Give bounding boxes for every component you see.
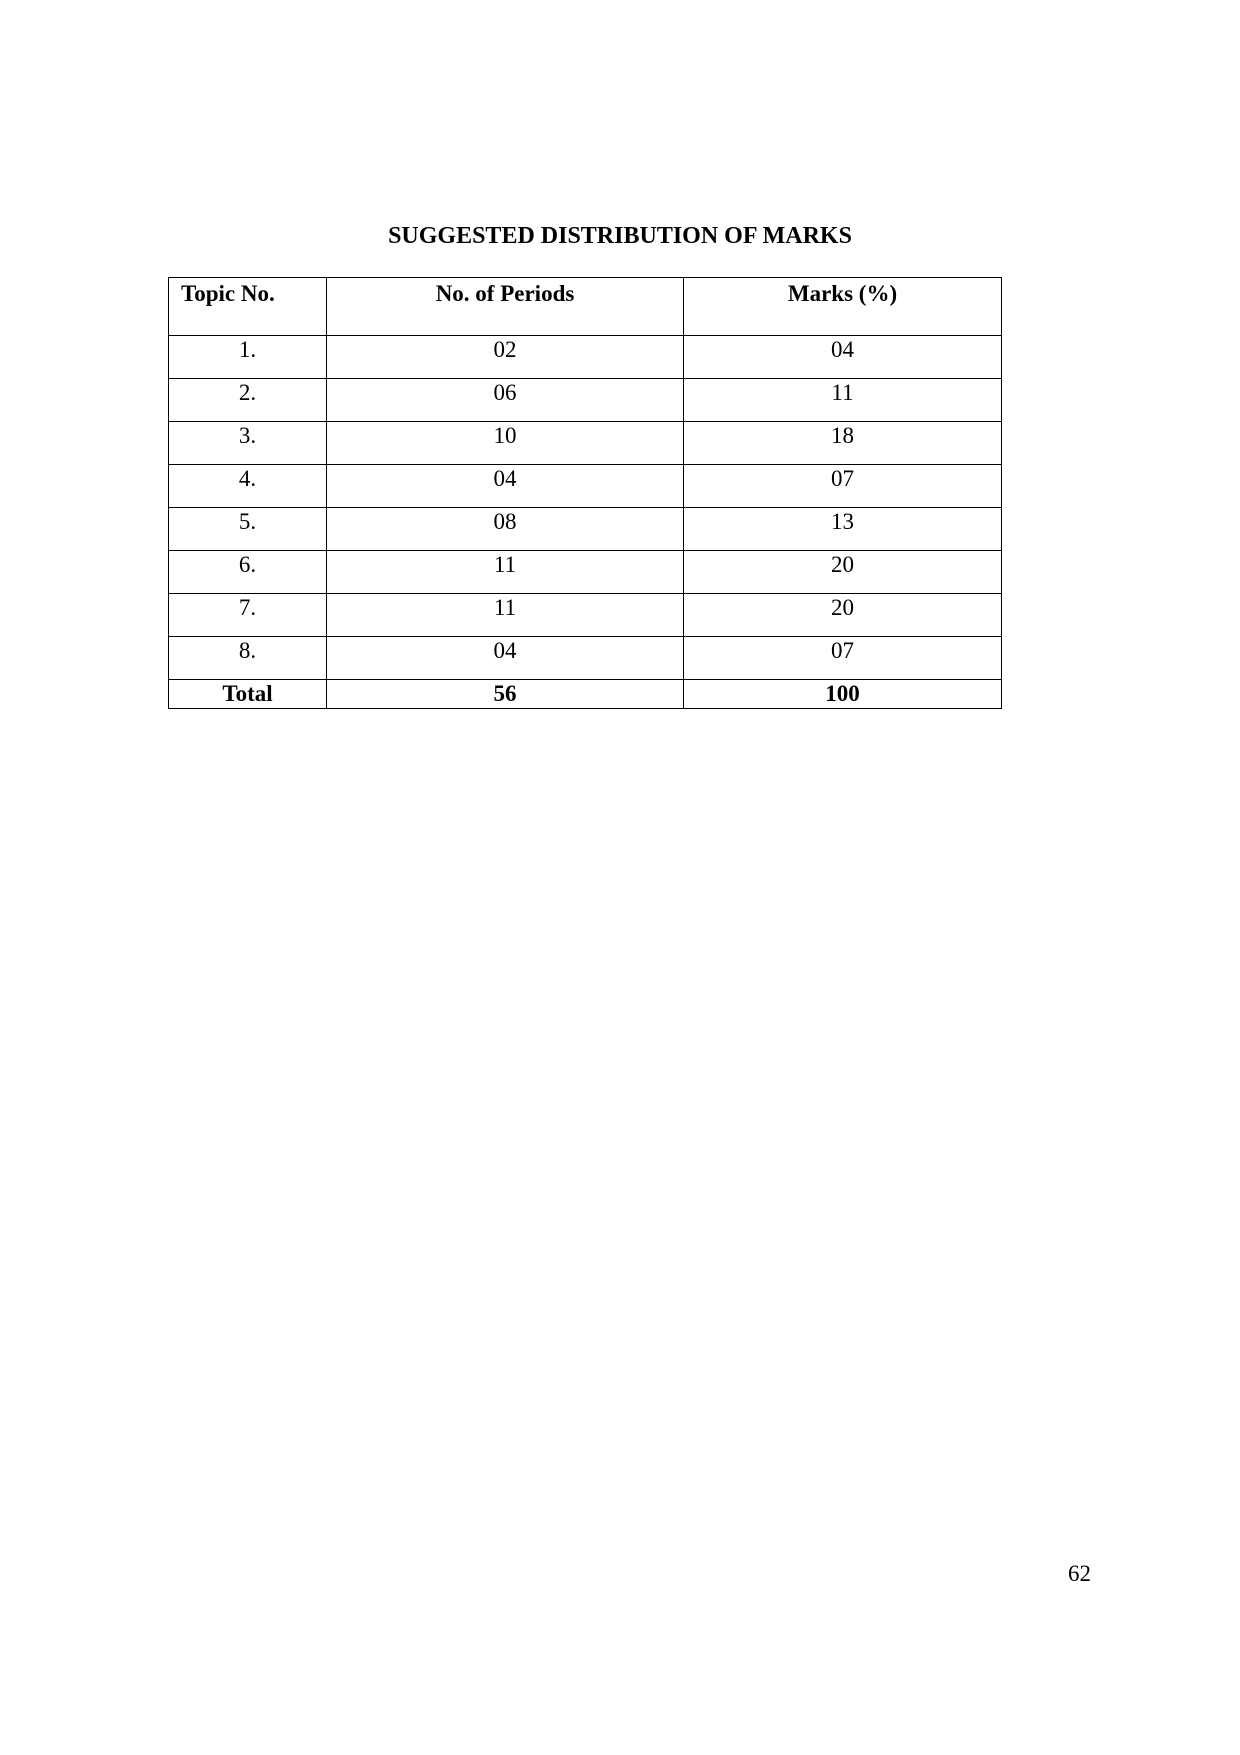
marks-cell: 07	[684, 465, 1002, 508]
topic-no-cell: 4.	[169, 465, 327, 508]
topic-no-cell: 8.	[169, 637, 327, 680]
header-marks-percent: Marks (%)	[684, 278, 1002, 336]
header-no-of-periods: No. of Periods	[327, 278, 684, 336]
periods-cell: 02	[327, 336, 684, 379]
marks-cell: 04	[684, 336, 1002, 379]
table-row	[169, 594, 1002, 637]
table-total-row	[169, 680, 1002, 709]
topic-no-cell: 2.	[169, 379, 327, 422]
periods-cell: 04	[327, 637, 684, 680]
periods-cell: 10	[327, 422, 684, 465]
total-label-cell: Total	[169, 680, 327, 709]
table-row	[169, 465, 1002, 508]
table-row	[169, 637, 1002, 680]
document-title: SUGGESTED DISTRIBUTION OF MARKS	[388, 223, 852, 249]
topic-no-cell: 5.	[169, 508, 327, 551]
marks-cell: 18	[684, 422, 1002, 465]
marks-cell: 20	[684, 551, 1002, 594]
header-topic-no: Topic No.	[169, 278, 327, 336]
table-row	[169, 422, 1002, 465]
marks-cell: 13	[684, 508, 1002, 551]
topic-no-cell: 3.	[169, 422, 327, 465]
table-row	[169, 379, 1002, 422]
marks-cell: 20	[684, 594, 1002, 637]
periods-cell: 06	[327, 379, 684, 422]
page-number: 62	[1068, 1561, 1091, 1586]
topic-no-cell: 1.	[169, 336, 327, 379]
total-periods-cell: 56	[327, 680, 684, 709]
topic-no-cell: 6.	[169, 551, 327, 594]
total-marks-cell: 100	[684, 680, 1002, 709]
marks-cell: 07	[684, 637, 1002, 680]
marks-distribution-table	[168, 277, 1002, 709]
periods-cell: 11	[327, 551, 684, 594]
periods-cell: 11	[327, 594, 684, 637]
topic-no-cell: 7.	[169, 594, 327, 637]
table-row	[169, 336, 1002, 379]
table-row	[169, 551, 1002, 594]
table-row	[169, 508, 1002, 551]
table-header-row	[169, 278, 1002, 336]
periods-cell: 08	[327, 508, 684, 551]
periods-cell: 04	[327, 465, 684, 508]
marks-cell: 11	[684, 379, 1002, 422]
